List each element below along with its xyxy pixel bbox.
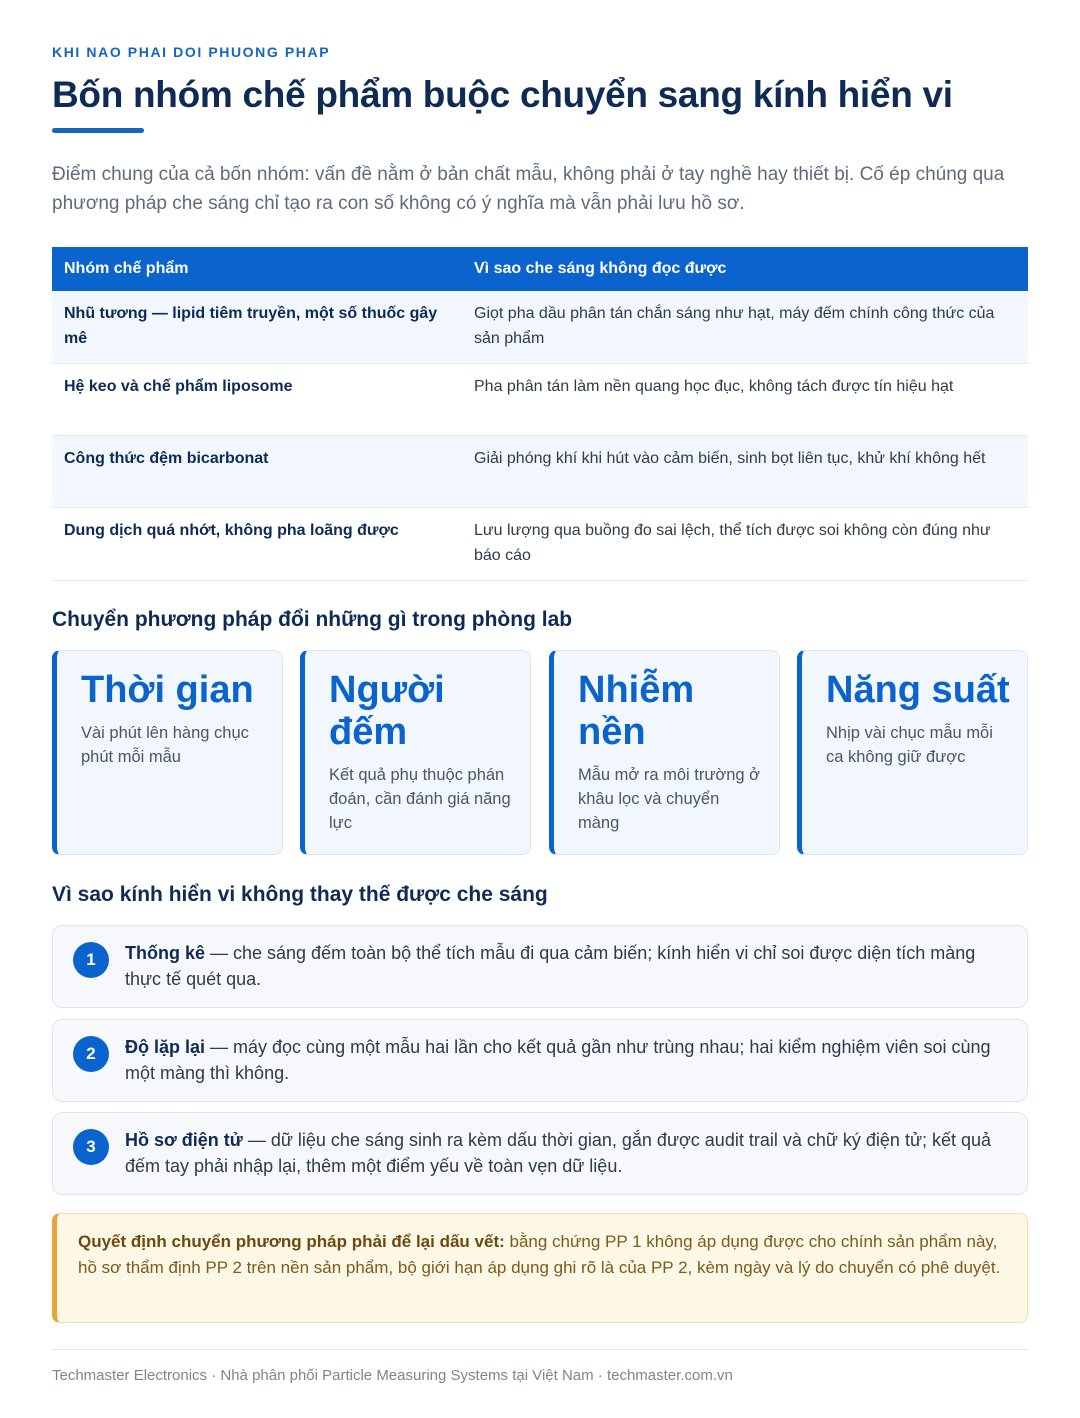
card-title: Thời gian [81, 669, 254, 711]
table-cell-group: Công thức đệm bicarbonat [52, 436, 462, 508]
reason-item [52, 1019, 1028, 1102]
table-cell-reason: Giải phóng khí khi hút vào cảm biến, sinh bọt liên tục, khử khí không hết [462, 436, 1028, 508]
card-description: Nhịp vài chục mẫu mỗi ca không giữ được [826, 724, 993, 766]
impact-card [797, 650, 1028, 855]
table-header-group: Nhóm chế phẩm [52, 247, 462, 291]
reason-detail: — dữ liệu che sáng sinh ra kèm dấu thời gian, gắn được audit trail và chữ ký điện tử; kết quả đếm tay phải nhập lại, thêm một điểm yếu về toàn vẹn dữ liệu. [125, 1130, 992, 1176]
product-groups-table [52, 247, 1028, 581]
page-title: Bốn nhóm chế phẩm buộc chuyển sang kính hiển vi [52, 74, 953, 115]
footer-divider [52, 1349, 1028, 1350]
table-cell-reason: Giọt pha dầu phân tán chắn sáng như hạt, máy đếm chính công thức của sản phẩm [462, 291, 1028, 364]
table-header-reason: Vì sao che sáng không đọc được [462, 247, 1028, 291]
card-description: Kết quả phụ thuộc phán đoán, cần đánh giá năng lực [329, 766, 511, 832]
reason-term: Thống kê [125, 943, 205, 963]
reason-text [125, 1034, 1011, 1086]
title-underline [52, 128, 144, 133]
table-cell-group: Dung dịch quá nhớt, không pha loãng được [52, 508, 462, 581]
card-title: Người đếm [329, 669, 445, 753]
table-cell-reason: Lưu lượng qua buồng đo sai lệch, thể tích được soi không còn đúng như báo cáo [462, 508, 1028, 581]
step-number-badge: 2 [73, 1036, 109, 1072]
card-title: Năng suất [826, 669, 1010, 711]
intro-paragraph: Điểm chung của cả bốn nhóm: vấn đề nằm ở bản chất mẫu, không phải ở tay nghề hay thiết bị. Cố ép chúng qua phương pháp che sáng chỉ tạo ra con số không có ý nghĩa mà vẫn phải lưu hồ sơ. [52, 164, 1005, 214]
card-title: Nhiễm nền [578, 669, 695, 753]
impact-card [52, 650, 283, 855]
table-header-row [52, 247, 1028, 291]
reason-term: Độ lặp lại [125, 1037, 206, 1057]
table-row [52, 508, 1028, 581]
impact-card [549, 650, 780, 855]
section-heading-lab-changes: Chuyển phương pháp đổi những gì trong phòng lab [52, 608, 573, 631]
card-description: Mẫu mở ra môi trường ở khâu lọc và chuyển màng [578, 766, 760, 832]
reason-term: Hồ sơ điện tử [125, 1130, 243, 1150]
table-cell-group: Hệ keo và chế phẩm liposome [52, 364, 462, 436]
table-row [52, 436, 1028, 508]
step-number-badge: 1 [73, 942, 109, 978]
impact-card [300, 650, 531, 855]
reason-item [52, 1112, 1028, 1195]
table-row [52, 291, 1028, 364]
table-cell-group: Nhũ tương — lipid tiêm truyền, một số thuốc gây mê [52, 291, 462, 364]
reason-text [125, 940, 1011, 992]
reason-text [125, 1127, 1011, 1179]
section-heading-why-not-replace: Vì sao kính hiển vi không thay thế được che sáng [52, 883, 548, 906]
callout-text: bằng chứng PP 1 không áp dụng được cho chính sản phẩm này, hồ sơ thẩm định PP 2 trên nền sản phẩm, bộ giới hạn áp dụng ghi rõ là của PP 2, kèm ngày và lý do chuyển có phê duyệt. [78, 1232, 1001, 1277]
table-cell-reason: Pha phân tán làm nền quang học đục, không tách được tín hiệu hạt [462, 364, 1028, 436]
decision-callout [52, 1213, 1028, 1323]
eyebrow-label: KHI NAO PHAI DOI PHUONG PHAP [52, 44, 331, 60]
table-row [52, 364, 1028, 436]
step-number-badge: 3 [73, 1129, 109, 1165]
card-description: Vài phút lên hàng chục phút mỗi mẫu [81, 724, 249, 766]
footer-text: Techmaster Electronics · Nhà phân phối Particle Measuring Systems tại Việt Nam · techmaster.com.vn [52, 1367, 733, 1384]
reason-detail: — che sáng đếm toàn bộ thể tích mẫu đi qua cảm biến; kính hiển vi chỉ soi được diện tích màng thực tế quét qua. [125, 943, 976, 989]
impact-cards [52, 650, 1028, 855]
callout-lead: Quyết định chuyển phương pháp phải để lại dấu vết: [78, 1232, 505, 1251]
reason-detail: — máy đọc cùng một mẫu hai lần cho kết quả gần như trùng nhau; hai kiểm nghiệm viên soi cùng một màng thì không. [125, 1037, 991, 1083]
reason-item [52, 925, 1028, 1008]
